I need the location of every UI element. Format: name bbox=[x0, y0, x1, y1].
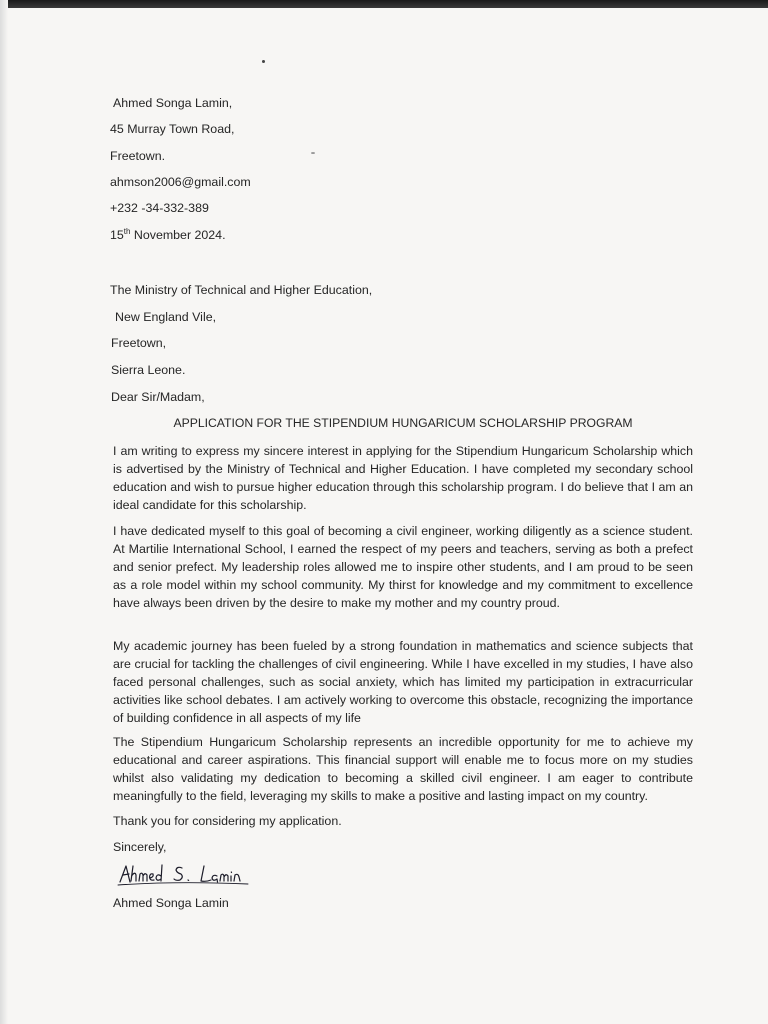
body-paragraph-3: My academic journey has been fueled by a strong foundation in mathematics and science subjects that are crucial for tackling the challenges of civil engineering. While I have excelled in my studies, I have also faced personal challenges, such as social anxiety, which has limited my participation in extracurricular activities like school debates. I am actively working to overcome this obstacle, recognizing the importance of building confidence in all aspects of my life bbox=[113, 639, 693, 725]
sender-phone: +232 -34-332-389 bbox=[110, 201, 209, 215]
body-paragraph-2: I have dedicated myself to this goal of becoming a civil engineer, working diligently as a science student. At Martilie International School, I earned the respect of my peers and teachers, serving as both a prefect and senior prefect. My leadership roles allowed me to inspire other students, and I am proud to be seen as a role model within my school community. My thirst for knowledge and my commitment to excellence have always been driven by the desire to make my mother and my country proud. bbox=[113, 524, 693, 610]
sender-email: ahmson2006@gmail.com bbox=[110, 175, 251, 189]
scan-left-edge bbox=[0, 0, 8, 1024]
closing-thanks: Thank you for considering my application. bbox=[113, 814, 342, 828]
closing: Sincerely, bbox=[113, 840, 167, 854]
date-day: 15 bbox=[110, 228, 124, 242]
salutation: Dear Sir/Madam, bbox=[111, 390, 205, 404]
signature bbox=[116, 858, 256, 890]
signed-name: Ahmed Songa Lamin bbox=[113, 896, 229, 910]
recipient-city: Freetown, bbox=[111, 336, 167, 350]
recipient-street: New England Vile, bbox=[115, 310, 217, 324]
scan-speck bbox=[311, 152, 315, 154]
sender-name: Ahmed Songa Lamin, bbox=[113, 96, 233, 110]
date-rest: November 2024. bbox=[130, 228, 226, 242]
sender-address: 45 Murray Town Road, bbox=[110, 122, 235, 136]
body-paragraph-4: The Stipendium Hungaricum Scholarship represents an incredible opportunity for me to achieve my educational and career aspirations. This financial support will enable me to focus more on my studies whilst also validating my dedication to becoming a skilled civil engineer. I am eager to contribute meaningfully to the field, leveraging my skills to make a positive and lasting impact on my country. bbox=[113, 735, 693, 803]
letter-date bbox=[110, 226, 226, 244]
recipient-org: The Ministry of Technical and Higher Education, bbox=[110, 283, 373, 297]
sender-city: Freetown. bbox=[110, 149, 166, 163]
recipient-country: Sierra Leone. bbox=[111, 363, 186, 377]
body-paragraph-1: I am writing to express my sincere interest in applying for the Stipendium Hungaricum Scholarship which is advertised by the Ministry of Technical and Higher Education. I have completed my secondary school education and wish to pursue higher education through this scholarship program. I do believe that I am an ideal candidate for this scholarship. bbox=[113, 444, 693, 512]
scan-speck bbox=[262, 60, 265, 63]
scan-top-edge bbox=[0, 0, 768, 8]
subject-line: APPLICATION FOR THE STIPENDIUM HUNGARICUM SCHOLARSHIP PROGRAM bbox=[173, 416, 633, 430]
date-suffix: th bbox=[123, 226, 131, 236]
